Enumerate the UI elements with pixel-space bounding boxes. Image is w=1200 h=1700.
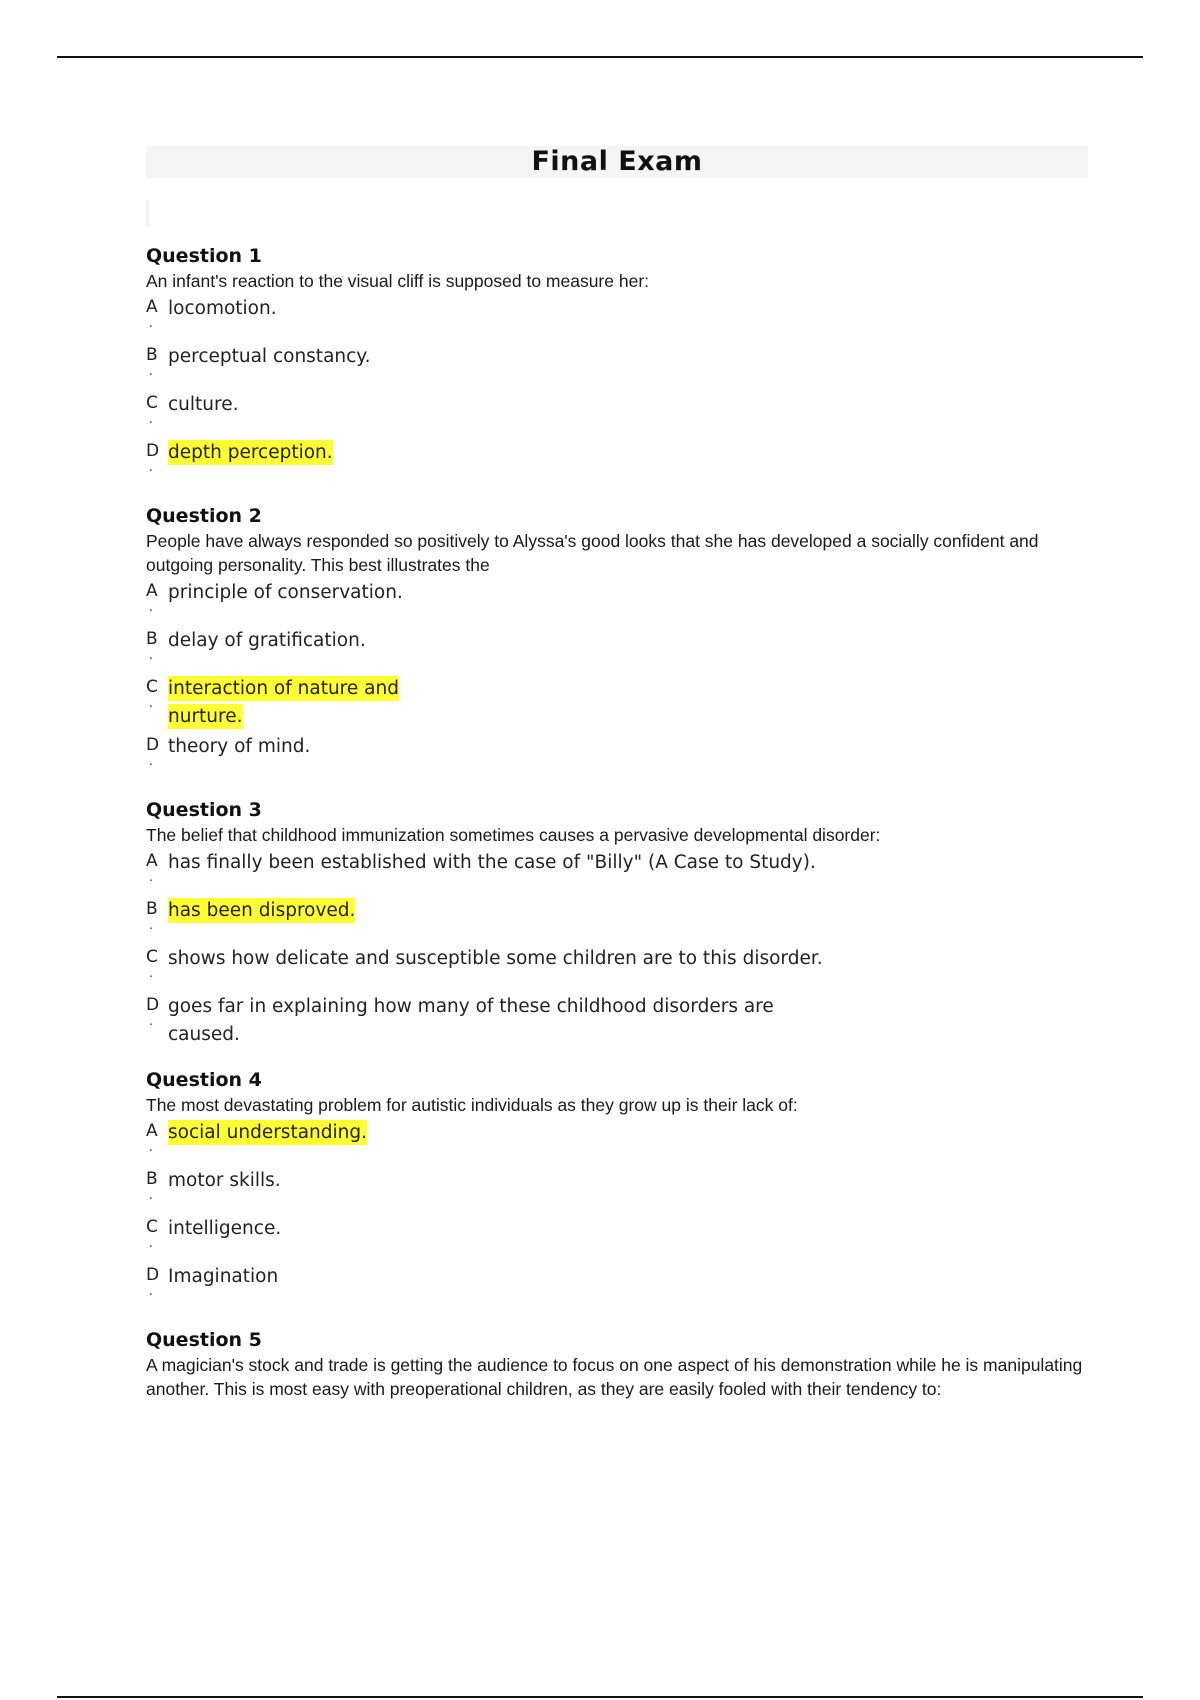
option-d-correct [146, 439, 1096, 487]
option-letter: A . [146, 851, 158, 884]
option-text [168, 1119, 367, 1147]
option-letter: C . [146, 677, 158, 710]
option-b [146, 1167, 1096, 1215]
question-4 [146, 1067, 1096, 1311]
option-text: perceptual constancy. [168, 346, 371, 367]
option-letter: B . [146, 899, 158, 932]
question-2 [146, 503, 1096, 781]
answer-highlight: interaction of nature and nurture. [168, 678, 399, 727]
option-b [146, 343, 1096, 391]
option-text: Imagination [168, 1266, 279, 1287]
question-label: Question 1 [146, 245, 262, 267]
option-text: motor skills. [168, 1170, 281, 1191]
question-text: People have always responded so positively to Alyssa's good looks that she has developed a socially confident and outgoing personality. This best illustrates the [146, 531, 1039, 575]
answer-highlight: depth perception. [168, 442, 333, 463]
question-3 [146, 797, 1096, 1051]
answer-highlight: has been disproved. [168, 900, 356, 921]
question-label: Question 4 [146, 1069, 262, 1091]
question-1 [146, 243, 1096, 487]
option-letter: D . [146, 1265, 160, 1298]
answer-highlight: social understanding. [168, 1122, 367, 1143]
option-text: locomotion. [168, 298, 277, 319]
option-b [146, 627, 1096, 675]
option-text: goes far in explaining how many of these childhood disorders are caused. [168, 996, 774, 1045]
question-label: Question 5 [146, 1329, 262, 1351]
option-text [168, 675, 418, 731]
option-letter: B . [146, 629, 158, 662]
option-letter: D . [146, 995, 160, 1028]
option-d [146, 1263, 1096, 1311]
option-c [146, 945, 1096, 993]
option-text: has finally been established with the case of "Billy" (A Case to Study). [168, 852, 816, 873]
page-title: Final Exam [531, 146, 703, 177]
option-letter: D . [146, 441, 160, 474]
option-text: theory of mind. [168, 736, 311, 757]
bottom-rule [57, 1696, 1143, 1698]
option-a [146, 579, 1096, 627]
option-letter: B . [146, 1169, 158, 1202]
question-label: Question 2 [146, 505, 262, 527]
option-letter: C . [146, 393, 158, 426]
option-a [146, 849, 1096, 897]
option-c [146, 391, 1096, 439]
option-a [146, 295, 1096, 343]
option-letter: B . [146, 345, 158, 378]
option-letter: A . [146, 1121, 158, 1154]
option-text: culture. [168, 394, 239, 415]
question-label: Question 3 [146, 799, 262, 821]
option-letter: A . [146, 297, 158, 330]
option-a-correct [146, 1119, 1096, 1167]
option-d [146, 733, 1096, 781]
option-text: principle of conservation. [168, 582, 403, 603]
question-text: An infant's reaction to the visual cliff is supposed to measure her: [146, 271, 650, 291]
option-c-correct [146, 675, 1096, 733]
question-5 [146, 1327, 1096, 1401]
decorative-marker [146, 200, 149, 226]
option-b-correct [146, 897, 1096, 945]
option-d [146, 993, 1096, 1051]
option-letter: C . [146, 947, 158, 980]
option-letter: A . [146, 581, 158, 614]
option-letter: C . [146, 1217, 158, 1250]
question-list [146, 243, 1096, 1417]
question-text: The most devastating problem for autistic individuals as they grow up is their lack of: [146, 1095, 798, 1115]
option-text: delay of gratification. [168, 630, 366, 651]
option-text: shows how delicate and susceptible some children are to this disorder. [168, 948, 823, 969]
top-rule [57, 56, 1143, 58]
question-text: A magician's stock and trade is getting the audience to focus on one aspect of his demonstration while he is manipulating another. This is most easy with preoperational children, as they are easily fooled with their tendency to: [146, 1355, 1083, 1399]
option-c [146, 1215, 1096, 1263]
question-text: The belief that childhood immunization sometimes causes a pervasive developmental disorder: [146, 825, 881, 845]
option-text [168, 897, 355, 925]
option-text [168, 439, 333, 467]
option-text: intelligence. [168, 1218, 282, 1239]
option-letter: D . [146, 735, 160, 768]
